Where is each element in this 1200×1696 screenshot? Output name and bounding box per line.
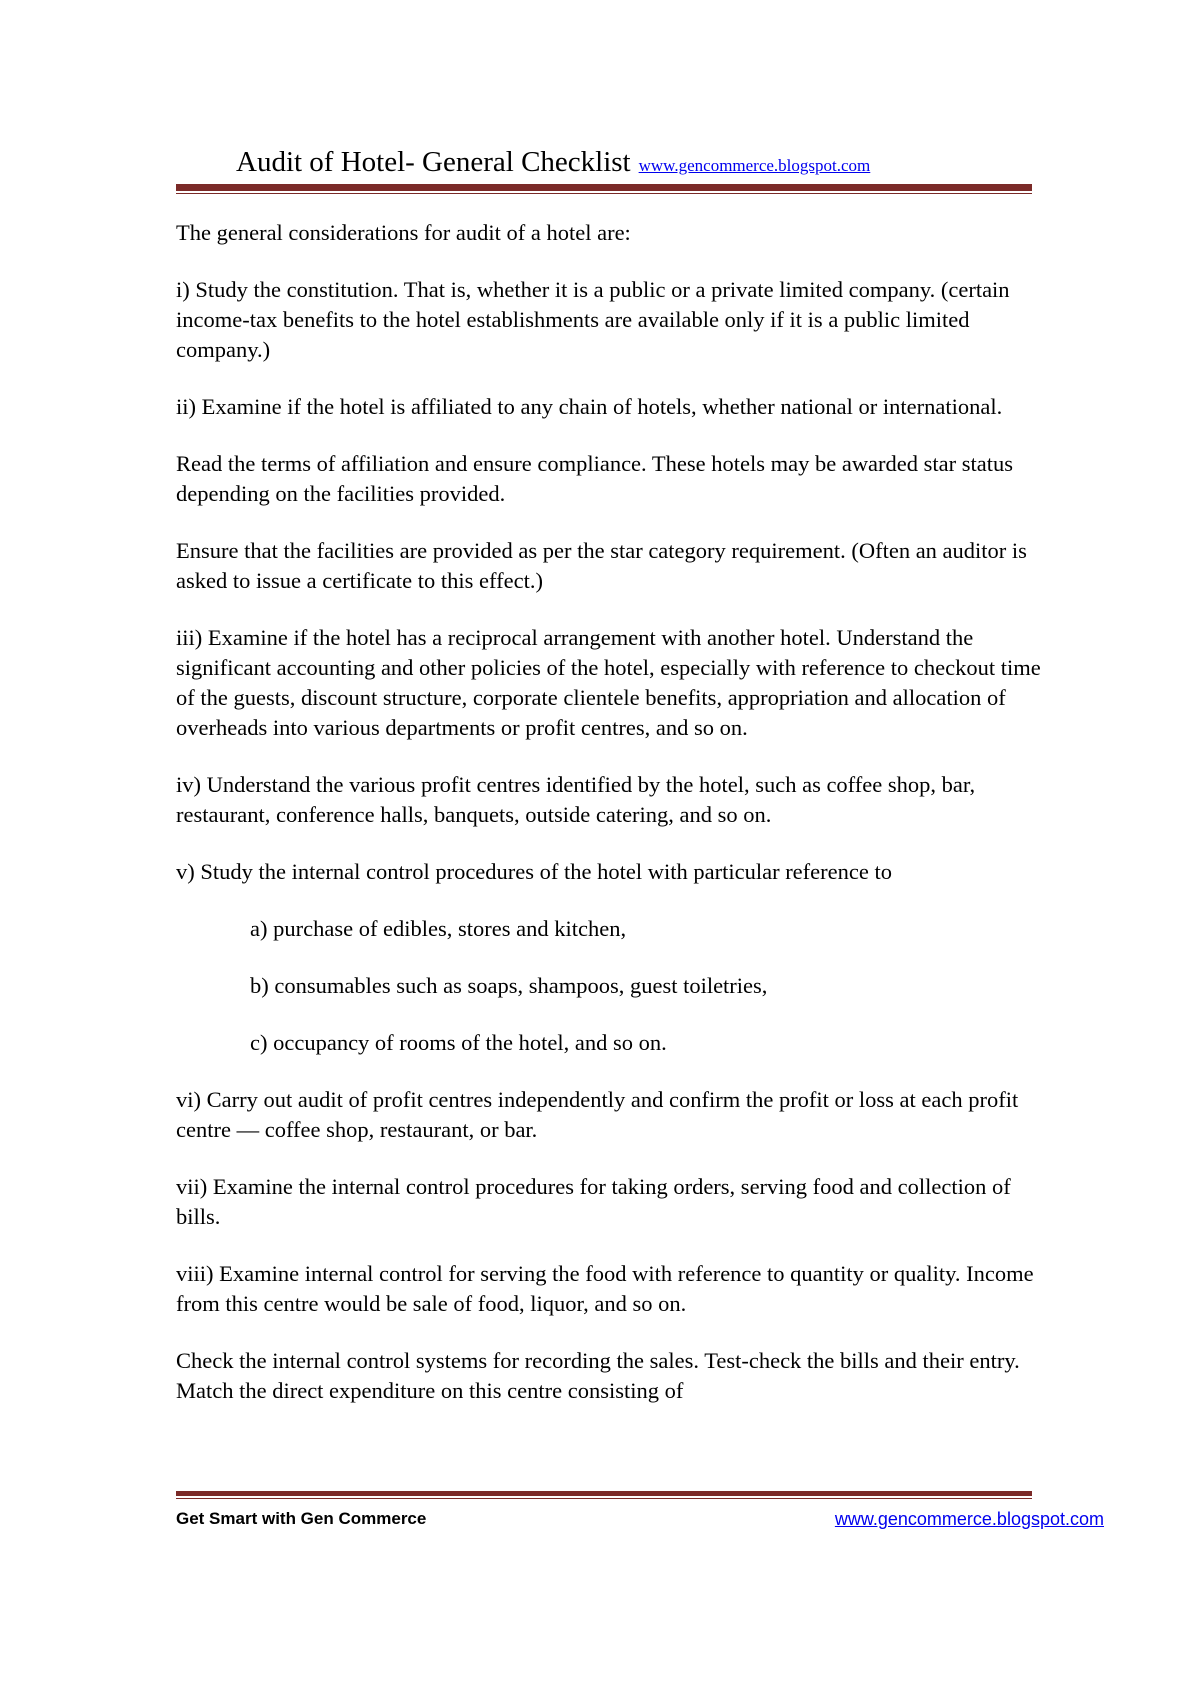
header-link[interactable]: www.gencommerce.blogspot.com — [638, 156, 871, 175]
page-title: Audit of Hotel- General Checklist — [236, 146, 631, 178]
footer-link[interactable]: www.gencommerce.blogspot.com — [834, 1509, 1104, 1529]
paragraph-11: Check the internal control systems for recording the sales. Test-check the bills and their entry. Match the direct expenditure on this centre consisting of — [176, 1348, 1020, 1403]
page-header — [236, 146, 870, 179]
document-body — [176, 218, 1046, 1433]
paragraph-6: iv) Understand the various profit centres identified by the hotel, such as coffee shop, bar, restaurant, conference halls, banquets, outside catering, and so on. — [176, 772, 976, 827]
header-divider-thin — [176, 193, 1032, 194]
paragraph-2: ii) Examine if the hotel is affiliated to any chain of hotels, whether national or international. — [176, 394, 1003, 419]
paragraph-5: iii) Examine if the hotel has a reciprocal arrangement with another hotel. Understand the significant accounting and other policies of the hotel, especially with reference to checkout time of the guests, discount structure, corporate clientele benefits, appropriation and allocation of overheads into various departments or profit centres, and so on. — [176, 625, 1041, 740]
paragraph-7: v) Study the internal control procedures of the hotel with particular reference to — [176, 859, 892, 884]
paragraph-8: vi) Carry out audit of profit centres independently and confirm the profit or loss at each profit centre — coffee shop, restaurant, or bar. — [176, 1087, 1019, 1142]
footer-tagline: Get Smart with Gen Commerce — [176, 1509, 427, 1528]
sub-item-c: c) occupancy of rooms of the hotel, and so on. — [250, 1030, 667, 1055]
paragraph-10: viii) Examine internal control for serving the food with reference to quantity or quality. Income from this centre would be sale of food, liquor, and so on. — [176, 1261, 1034, 1316]
paragraph-1: i) Study the constitution. That is, whether it is a public or a private limited company. (certain income-tax benefits to the hotel establishments are available only if it is a public limited company.) — [176, 277, 1010, 362]
intro-paragraph: The general considerations for audit of a hotel are: — [176, 220, 631, 245]
paragraph-3: Read the terms of affiliation and ensure compliance. These hotels may be awarded star status depending on the facilities provided. — [176, 451, 1014, 506]
footer-divider — [176, 1491, 1032, 1496]
paragraph-9: vii) Examine the internal control procedures for taking orders, serving food and collection of bills. — [176, 1174, 1011, 1229]
header-divider — [176, 184, 1032, 191]
sub-item-a: a) purchase of edibles, stores and kitchen, — [250, 916, 627, 941]
sub-item-b: b) consumables such as soaps, shampoos, guest toiletries, — [250, 973, 768, 998]
paragraph-4: Ensure that the facilities are provided as per the star category requirement. (Often an auditor is asked to issue a certificate to this effect.) — [176, 538, 1027, 593]
footer-divider-thin — [176, 1498, 1032, 1499]
